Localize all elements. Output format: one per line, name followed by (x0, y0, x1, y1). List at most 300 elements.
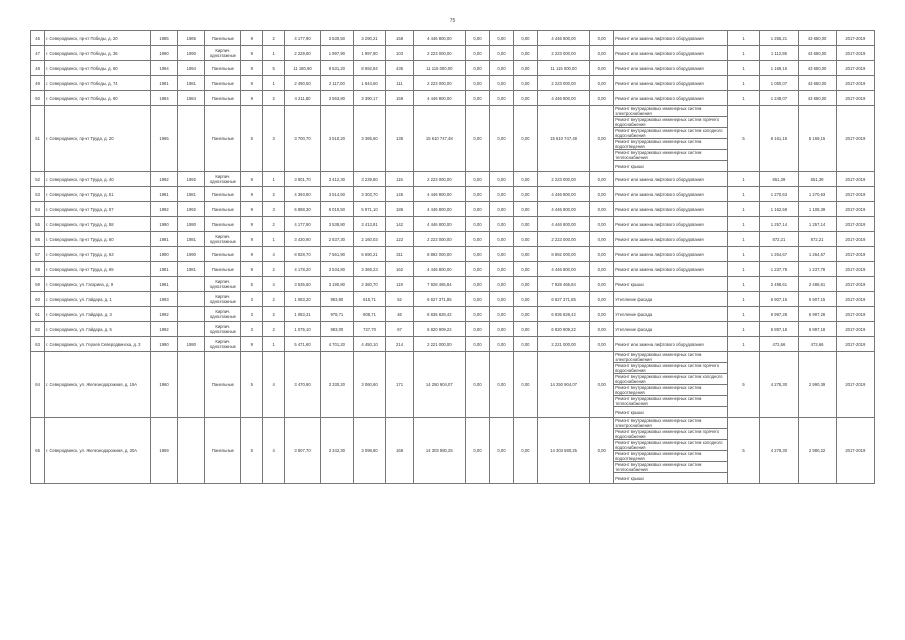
max-cost-cell: 1 270,63 (798, 187, 836, 202)
max-cost-cell: 2 980,22 (798, 418, 836, 484)
max-cost-cell: 43 650,00 (798, 31, 836, 46)
total-area-cell: 1 083,20 (285, 292, 321, 307)
work-item: Ремонт внутридомовых инженерных систем холодного водоснабжения (614, 128, 726, 139)
total-cost-cell: 4 446 800,00 (413, 31, 465, 46)
federal-funds-cell: 0,00 (465, 172, 489, 187)
address-cell: г. Северодвинск, ул. Гайдара, д. 1 (45, 292, 151, 307)
period-cell: 2017-2019 (836, 418, 874, 484)
private-area-cell: 2 160,03 (353, 232, 386, 247)
total-cost-cell: 14 303 580,25 (413, 418, 465, 484)
floors-cell: 9 (241, 46, 263, 61)
total-area-cell: 2 490,50 (285, 76, 321, 91)
year-built-cell: 1992 (150, 202, 177, 217)
owner-funds-cell: 14 250 904,07 (537, 352, 589, 418)
works-count-cell: 1 (727, 232, 760, 247)
total-area-cell: 4 211,80 (285, 91, 321, 106)
year-built-cell: 1990 (150, 337, 177, 352)
regional-funds-cell: 0,00 (489, 202, 513, 217)
table-row (31, 76, 875, 91)
floors-cell: 9 (241, 76, 263, 91)
period-cell: 2017-2019 (836, 172, 874, 187)
federal-funds-cell: 0,00 (465, 307, 489, 322)
owner-funds-cell: 2 223 000,00 (537, 172, 589, 187)
work-item: Ремонт или замена лифтового оборудования (615, 35, 704, 41)
entrances-cell: 2 (263, 187, 285, 202)
table-row (31, 91, 875, 106)
wall-material-cell: Панельные (205, 262, 241, 277)
works-cell (614, 76, 727, 91)
local-funds-cell: 0,00 (513, 76, 537, 91)
local-funds-cell: 0,00 (513, 202, 537, 217)
owner-funds-cell: 2 221 000,00 (537, 337, 589, 352)
year-commission-cell (178, 322, 205, 337)
residents-cell: 162 (386, 262, 413, 277)
other-funds-cell: 0,00 (590, 292, 614, 307)
floors-cell: 5 (241, 106, 263, 172)
living-area-cell: 983,00 (321, 322, 354, 337)
year-built-cell: 1965 (150, 106, 177, 172)
other-funds-cell: 0,00 (590, 322, 614, 337)
year-built-cell: 1990 (150, 217, 177, 232)
private-area-cell: 6 690,21 (353, 247, 386, 262)
residents-cell: 142 (386, 217, 413, 232)
wall-material-cell: Кирпич. одноэтажные (205, 322, 241, 337)
work-item: Ремонт внутридомовых инженерных систем теплоснабжения (614, 396, 726, 407)
year-commission-cell: 1992 (178, 172, 205, 187)
wall-material-cell: Панельные (205, 106, 241, 172)
works-cell (614, 172, 727, 187)
works-cell (614, 262, 727, 277)
local-funds-cell: 0,00 (513, 352, 537, 418)
works-cell (614, 307, 727, 322)
wall-material-cell: Панельные (205, 187, 241, 202)
year-commission-cell: 1990 (178, 247, 205, 262)
address-cell: г. Северодвинск, пр-кт Труда, д. 63 (45, 247, 151, 262)
work-item: Ремонт или замена лифтового оборудования (615, 95, 704, 101)
total-cost-cell: 2 223 000,00 (413, 76, 465, 91)
regional-funds-cell: 0,00 (489, 232, 513, 247)
living-area-cell: 3 190,80 (321, 277, 354, 292)
regional-funds-cell: 0,00 (489, 247, 513, 262)
period-cell: 2017-2019 (836, 46, 874, 61)
address-cell: г. Северодвинск, пр-кт Труда, д. 51 (45, 187, 151, 202)
wall-material-cell: Панельные (205, 202, 241, 217)
other-funds-cell: 0,00 (590, 418, 614, 484)
year-built-cell: 1990 (150, 46, 177, 61)
wall-material-cell: Кирпич. одноэтажные (205, 307, 241, 322)
wall-material-cell: Панельные (205, 418, 241, 484)
private-area-cell: 3 303,70 (353, 187, 386, 202)
private-area-cell: 5 971,10 (353, 202, 386, 217)
owner-funds-cell: 7 928 465,84 (537, 277, 589, 292)
other-funds-cell: 0,00 (590, 337, 614, 352)
entrances-cell: 2 (263, 91, 285, 106)
works-cell (614, 247, 727, 262)
living-area-cell: 3 514,50 (321, 187, 354, 202)
private-area-cell: 4 450,10 (353, 337, 386, 352)
work-item: Ремонт внутридомовых инженерных систем водоотведения (614, 451, 726, 462)
row-number: 63 (31, 337, 45, 352)
year-commission-cell: 1990 (178, 46, 205, 61)
works-cell (614, 106, 727, 172)
works-count-cell: 1 (727, 187, 760, 202)
total-cost-cell: 6 627 371,85 (413, 292, 465, 307)
total-area-cell: 3 801,70 (285, 172, 321, 187)
works-count-cell: 1 (727, 202, 760, 217)
entrances-cell: 2 (263, 31, 285, 46)
address-cell: г. Северодвинск, ул. Гагарина, д. 9 (45, 277, 151, 292)
year-built-cell: 1992 (150, 322, 177, 337)
row-number: 55 (31, 217, 45, 232)
specific-cost-cell: 6 907,15 (760, 292, 798, 307)
table-row (31, 202, 875, 217)
year-commission-cell (178, 418, 205, 484)
work-item: Ремонт внутридомовых инженерных систем холодного водоснабжения (614, 440, 726, 451)
works-cell (614, 277, 727, 292)
total-area-cell: 3 700,70 (285, 106, 321, 172)
works-count-cell: 5 (727, 106, 760, 172)
period-cell: 2017-2019 (836, 322, 874, 337)
period-cell: 2017-2019 (836, 247, 874, 262)
floors-cell: 3 (241, 307, 263, 322)
owner-funds-cell: 4 446 800,00 (537, 187, 589, 202)
work-item: Ремонт или замена лифтового оборудования (615, 236, 704, 242)
floors-cell: 9 (241, 61, 263, 76)
specific-cost-cell: 6 161,15 (760, 106, 798, 172)
wall-material-cell: Панельные (205, 247, 241, 262)
federal-funds-cell: 0,00 (465, 292, 489, 307)
other-funds-cell: 0,00 (590, 187, 614, 202)
total-cost-cell: 2 223 000,00 (413, 172, 465, 187)
total-cost-cell: 14 250 904,07 (413, 352, 465, 418)
total-cost-cell: 4 446 800,00 (413, 202, 465, 217)
work-item: Ремонт внутридомовых инженерных систем теплоснабжения (614, 462, 726, 473)
residents-cell: 103 (386, 46, 413, 61)
other-funds-cell: 0,00 (590, 217, 614, 232)
floors-cell: 9 (241, 202, 263, 217)
residents-cell: 214 (386, 337, 413, 352)
floors-cell: 9 (241, 232, 263, 247)
work-item: Утепление фасада (615, 296, 653, 302)
period-cell: 2017-2019 (836, 76, 874, 91)
local-funds-cell: 0,00 (513, 337, 537, 352)
table-row (31, 31, 875, 46)
table-row (31, 172, 875, 187)
private-area-cell: 727,70 (353, 322, 386, 337)
residents-cell: 111 (386, 76, 413, 91)
works-count-cell: 1 (727, 262, 760, 277)
works-count-cell: 1 (727, 31, 760, 46)
local-funds-cell: 0,00 (513, 232, 537, 247)
entrances-cell: 1 (263, 76, 285, 91)
regional-funds-cell: 0,00 (489, 352, 513, 418)
owner-funds-cell: 4 446 800,00 (537, 217, 589, 232)
owner-funds-cell: 4 446 800,00 (537, 91, 589, 106)
total-area-cell: 4 177,90 (285, 31, 321, 46)
work-item: Ремонт внутридомовых инженерных систем электроснабжения (614, 352, 726, 363)
floors-cell: 5 (241, 352, 263, 418)
residents-cell: 158 (386, 31, 413, 46)
total-cost-cell: 2 223 000,00 (413, 46, 465, 61)
work-item: Ремонт внутридомовых инженерных систем горячего водоснабжения (614, 117, 726, 128)
period-cell: 2017-2019 (836, 277, 874, 292)
max-cost-cell: 1 237,78 (798, 262, 836, 277)
residents-cell: 168 (386, 418, 413, 484)
year-built-cell: 1961 (150, 277, 177, 292)
regional-funds-cell: 0,00 (489, 76, 513, 91)
specific-cost-cell: 1 255,21 (760, 31, 798, 46)
row-number: 54 (31, 202, 45, 217)
works-cell (614, 91, 727, 106)
total-area-cell: 4 178,20 (285, 262, 321, 277)
federal-funds-cell: 0,00 (465, 202, 489, 217)
entrances-cell: 4 (263, 418, 285, 484)
works-count-cell: 1 (727, 172, 760, 187)
entrances-cell: 1 (263, 172, 285, 187)
table-row (31, 187, 875, 202)
total-area-cell: 3 430,90 (285, 232, 321, 247)
residents-cell: 145 (386, 187, 413, 202)
specific-cost-cell: 872,21 (760, 232, 798, 247)
work-item: Ремонт или замена лифтового оборудования (615, 50, 704, 56)
entrances-cell: 3 (263, 106, 285, 172)
works-count-cell: 1 (727, 91, 760, 106)
local-funds-cell: 0,00 (513, 187, 537, 202)
living-area-cell: 1 997,90 (321, 46, 354, 61)
local-funds-cell: 0,00 (513, 91, 537, 106)
table-row (31, 217, 875, 232)
year-commission-cell: 1990 (178, 337, 205, 352)
entrances-cell: 2 (263, 322, 285, 337)
table-row (31, 307, 875, 322)
period-cell: 2017-2019 (836, 187, 874, 202)
works-count-cell: 1 (727, 61, 760, 76)
specific-cost-cell: 651,39 (760, 172, 798, 187)
row-number: 58 (31, 262, 45, 277)
table-row (31, 418, 875, 484)
works-cell (614, 31, 727, 46)
other-funds-cell: 0,00 (590, 277, 614, 292)
other-funds-cell: 0,00 (590, 262, 614, 277)
year-built-cell: 1993 (150, 292, 177, 307)
period-cell: 2017-2019 (836, 352, 874, 418)
federal-funds-cell: 0,00 (465, 187, 489, 202)
local-funds-cell: 0,00 (513, 418, 537, 484)
register-table (30, 30, 875, 484)
regional-funds-cell: 0,00 (489, 46, 513, 61)
specific-cost-cell: 2 498,61 (760, 277, 798, 292)
work-item: Ремонт внутридомовых инженерных систем электроснабжения (614, 106, 726, 117)
works-cell (614, 217, 727, 232)
total-area-cell: 1 075,10 (285, 322, 321, 337)
address-cell: г. Северодвинск, пр-кт Победы, д. 36 (45, 46, 151, 61)
period-cell: 2017-2019 (836, 232, 874, 247)
works-count-cell: 1 (727, 247, 760, 262)
other-funds-cell: 0,00 (590, 46, 614, 61)
federal-funds-cell: 0,00 (465, 352, 489, 418)
entrances-cell: 5 (263, 61, 285, 76)
regional-funds-cell: 0,00 (489, 31, 513, 46)
work-item: Ремонт или замена лифтового оборудования (615, 80, 704, 86)
owner-funds-cell: 6 820 909,22 (537, 322, 589, 337)
total-area-cell: 5 471,60 (285, 337, 321, 352)
work-item: Ремонт крыши (615, 475, 644, 481)
row-number: 50 (31, 91, 45, 106)
works-cell (614, 322, 727, 337)
year-built-cell: 1992 (150, 172, 177, 187)
table-body (31, 31, 875, 484)
floors-cell: 9 (241, 187, 263, 202)
private-area-cell: 3 390,17 (353, 91, 386, 106)
table-row (31, 61, 875, 76)
entrances-cell: 1 (263, 232, 285, 247)
work-item: Ремонт или замена лифтового оборудования (615, 65, 704, 71)
total-cost-cell: 6 835 828,42 (413, 307, 465, 322)
year-commission-cell: 1992 (178, 202, 205, 217)
residents-cell: 115 (386, 172, 413, 187)
row-number: 48 (31, 61, 45, 76)
year-commission-cell (178, 307, 205, 322)
wall-material-cell: Кирпич. одноэтажные (205, 277, 241, 292)
max-cost-cell: 6 907,15 (798, 292, 836, 307)
row-number: 60 (31, 292, 45, 307)
owner-funds-cell: 4 446 800,00 (537, 262, 589, 277)
wall-material-cell: Панельные (205, 352, 241, 418)
local-funds-cell: 0,00 (513, 172, 537, 187)
table-row (31, 322, 875, 337)
living-area-cell: 3 530,50 (321, 31, 354, 46)
period-cell: 2017-2019 (836, 61, 874, 76)
total-cost-cell: 7 928 465,84 (413, 277, 465, 292)
total-cost-cell: 4 446 800,00 (413, 262, 465, 277)
total-cost-cell: 4 446 800,00 (413, 91, 465, 106)
address-cell: г. Северодвинск, пр-кт Победы, д. 74 (45, 76, 151, 91)
period-cell: 2017-2019 (836, 262, 874, 277)
total-cost-cell: 4 446 800,00 (413, 217, 465, 232)
other-funds-cell: 0,00 (590, 352, 614, 418)
residents-cell: 52 (386, 292, 413, 307)
living-area-cell: 3 563,80 (321, 91, 354, 106)
total-cost-cell: 15 610 747,48 (413, 106, 465, 172)
row-number: 53 (31, 187, 45, 202)
other-funds-cell: 0,00 (590, 91, 614, 106)
entrances-cell: 2 (263, 217, 285, 232)
living-area-cell: 7 561,90 (321, 247, 354, 262)
year-commission-cell: 1994 (178, 61, 205, 76)
other-funds-cell: 0,00 (590, 172, 614, 187)
residents-cell: 171 (386, 352, 413, 418)
regional-funds-cell: 0,00 (489, 337, 513, 352)
period-cell: 2017-2019 (836, 307, 874, 322)
living-area-cell: 3 534,80 (321, 262, 354, 277)
year-commission-cell (178, 292, 205, 307)
private-area-cell: 3 098,80 (353, 418, 386, 484)
period-cell: 2017-2019 (836, 106, 874, 172)
period-cell: 2017-2019 (836, 91, 874, 106)
owner-funds-cell: 2 223 000,00 (537, 76, 589, 91)
max-cost-cell: 872,21 (798, 232, 836, 247)
floors-cell: 3 (241, 292, 263, 307)
entrances-cell: 2 (263, 292, 285, 307)
entrances-cell: 1 (263, 46, 285, 61)
max-cost-cell: 43 650,00 (798, 46, 836, 61)
max-cost-cell: 43 650,00 (798, 91, 836, 106)
works-cell (614, 337, 727, 352)
max-cost-cell: 6 897,18 (798, 322, 836, 337)
floors-cell: 9 (241, 262, 263, 277)
owner-funds-cell: 6 627 371,85 (537, 292, 589, 307)
specific-cost-cell: 1 112,95 (760, 46, 798, 61)
regional-funds-cell: 0,00 (489, 277, 513, 292)
year-built-cell: 1959 (150, 418, 177, 484)
living-area-cell: 3 538,80 (321, 217, 354, 232)
federal-funds-cell: 0,00 (465, 31, 489, 46)
year-built-cell: 1984 (150, 91, 177, 106)
year-commission-cell: 1981 (178, 76, 205, 91)
living-area-cell: 978,71 (321, 307, 354, 322)
work-item: Ремонт крыши (615, 281, 644, 287)
year-built-cell: 1985 (150, 31, 177, 46)
max-cost-cell: 5 169,15 (798, 106, 836, 172)
specific-cost-cell: 1 270,63 (760, 187, 798, 202)
wall-material-cell: Кирпич. одноэтажные (205, 232, 241, 247)
year-commission-cell (178, 106, 205, 172)
owner-funds-cell: 2 223 000,00 (537, 232, 589, 247)
wall-material-cell: Панельные (205, 91, 241, 106)
wall-material-cell: Панельные (205, 61, 241, 76)
other-funds-cell: 0,00 (590, 76, 614, 91)
local-funds-cell: 0,00 (513, 322, 537, 337)
row-number: 51 (31, 106, 45, 172)
specific-cost-cell: 1 264,67 (760, 247, 798, 262)
row-number: 62 (31, 322, 45, 337)
year-built-cell: 1990 (150, 247, 177, 262)
total-cost-cell: 8 892 000,00 (413, 247, 465, 262)
max-cost-cell: 651,39 (798, 172, 836, 187)
max-cost-cell: 43 650,00 (798, 76, 836, 91)
floors-cell: 5 (241, 277, 263, 292)
table-row (31, 277, 875, 292)
specific-cost-cell: 6 997,28 (760, 307, 798, 322)
total-area-cell: 3 535,60 (285, 277, 321, 292)
entrances-cell: 2 (263, 262, 285, 277)
works-cell (614, 202, 727, 217)
residents-cell: 159 (386, 91, 413, 106)
federal-funds-cell: 0,00 (465, 46, 489, 61)
total-area-cell: 3 607,70 (285, 418, 321, 484)
residents-cell: 136 (386, 106, 413, 172)
owner-funds-cell: 6 835 828,42 (537, 307, 589, 322)
work-item: Ремонт крыши (615, 409, 644, 415)
regional-funds-cell: 0,00 (489, 292, 513, 307)
specific-cost-cell: 4 278,30 (760, 418, 798, 484)
works-count-cell: 1 (727, 337, 760, 352)
max-cost-cell: 2 498,61 (798, 277, 836, 292)
max-cost-cell: 472,66 (798, 337, 836, 352)
entrances-cell: 3 (263, 202, 285, 217)
specific-cost-cell: 1 162,59 (760, 202, 798, 217)
living-area-cell: 9 531,20 (321, 61, 354, 76)
living-area-cell: 6 010,50 (321, 202, 354, 217)
federal-funds-cell: 0,00 (465, 91, 489, 106)
works-cell (614, 352, 727, 418)
other-funds-cell: 0,00 (590, 31, 614, 46)
private-area-cell: 8 692,84 (353, 61, 386, 76)
residents-cell: 311 (386, 247, 413, 262)
wall-material-cell: Панельные (205, 31, 241, 46)
regional-funds-cell: 0,00 (489, 187, 513, 202)
table-row (31, 46, 875, 61)
